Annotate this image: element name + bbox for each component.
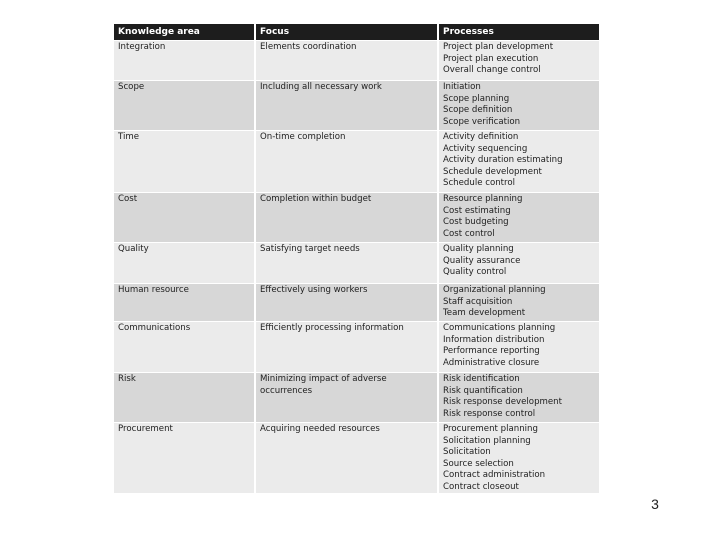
focus-cell: Acquiring needed resources xyxy=(254,422,437,493)
processes-list xyxy=(443,424,599,493)
process-item: Scope definition xyxy=(443,105,513,115)
process-item: Administrative closure xyxy=(443,357,540,368)
knowledge-area-cell: Integration xyxy=(114,40,254,80)
focus-cell: Satisfying target needs xyxy=(254,242,437,283)
knowledge-area-cell: Procurement xyxy=(114,422,254,493)
table-row xyxy=(114,192,599,242)
process-item: Schedule control xyxy=(443,178,516,188)
processes-cell xyxy=(437,80,599,130)
knowledge-area-cell: Scope xyxy=(114,80,254,130)
process-item: Organizational planning xyxy=(443,285,546,295)
table-row xyxy=(114,40,599,80)
processes-list xyxy=(443,82,599,128)
table-row xyxy=(114,321,599,372)
header-focus: Focus xyxy=(254,24,437,40)
process-item: Solicitation planning xyxy=(443,435,531,446)
process-item: Activity duration estimating xyxy=(443,155,563,165)
process-item: Cost budgeting xyxy=(443,217,509,227)
processes-cell xyxy=(437,130,599,192)
process-item: Communications planning xyxy=(443,323,556,333)
knowledge-area-cell: Human resource xyxy=(114,283,254,321)
knowledge-area-cell: Time xyxy=(114,130,254,192)
process-item: Scope verification xyxy=(443,116,521,127)
process-item: Initiation xyxy=(443,82,481,92)
process-item: Procurement planning xyxy=(443,424,538,434)
process-item: Project plan execution xyxy=(443,53,539,64)
process-item: Resource planning xyxy=(443,194,523,204)
process-item: Scope planning xyxy=(443,93,510,104)
table-header-row xyxy=(114,24,599,40)
process-item: Cost control xyxy=(443,228,495,239)
process-item: Source selection xyxy=(443,458,514,469)
focus-cell: Including all necessary work xyxy=(254,80,437,130)
focus-cell: Effectively using workers xyxy=(254,283,437,321)
knowledge-area-cell: Cost xyxy=(114,192,254,242)
table-row xyxy=(114,242,599,283)
table-row xyxy=(114,130,599,192)
processes-list xyxy=(443,285,599,320)
header-knowledge-area: Knowledge area xyxy=(114,24,254,40)
processes-cell xyxy=(437,372,599,422)
processes-list xyxy=(443,194,599,240)
process-item: Contract administration xyxy=(443,470,546,480)
focus-cell: Completion within budget xyxy=(254,192,437,242)
table-body xyxy=(114,40,599,493)
processes-cell xyxy=(437,321,599,372)
process-item: Project plan development xyxy=(443,42,554,52)
focus-cell: Minimizing impact of adverse occurrences xyxy=(254,372,437,422)
knowledge-area-cell: Risk xyxy=(114,372,254,422)
process-item: Risk response development xyxy=(443,397,562,407)
processes-cell xyxy=(437,283,599,321)
processes-cell xyxy=(437,192,599,242)
process-item: Risk identification xyxy=(443,374,520,384)
process-item: Activity sequencing xyxy=(443,143,528,154)
process-item: Overall change control xyxy=(443,65,541,75)
knowledge-area-table xyxy=(114,24,599,493)
processes-cell xyxy=(437,422,599,493)
process-item: Team development xyxy=(443,308,526,318)
focus-cell: On-time completion xyxy=(254,130,437,192)
process-item: Solicitation xyxy=(443,447,491,457)
process-item: Quality assurance xyxy=(443,255,521,266)
process-item: Risk quantification xyxy=(443,385,523,396)
process-item: Staff acquisition xyxy=(443,296,513,307)
process-item: Schedule development xyxy=(443,166,542,177)
process-item: Quality control xyxy=(443,267,507,277)
process-item: Performance reporting xyxy=(443,346,540,356)
focus-cell: Efficiently processing information xyxy=(254,321,437,372)
processes-list xyxy=(443,42,599,77)
process-item: Activity definition xyxy=(443,132,519,142)
focus-cell: Elements coordination xyxy=(254,40,437,80)
page-number: 3 xyxy=(651,496,659,512)
knowledge-area-cell: Communications xyxy=(114,321,254,372)
knowledge-area-cell: Quality xyxy=(114,242,254,283)
table-row xyxy=(114,422,599,493)
process-item: Quality planning xyxy=(443,244,514,254)
table-row xyxy=(114,372,599,422)
knowledge-area-table-container xyxy=(114,24,599,495)
table-row xyxy=(114,80,599,130)
header-processes: Processes xyxy=(437,24,599,40)
process-item: Risk response control xyxy=(443,408,536,419)
processes-list xyxy=(443,244,599,279)
processes-cell xyxy=(437,40,599,80)
processes-list xyxy=(443,323,599,369)
processes-list xyxy=(443,132,599,190)
process-item: Information distribution xyxy=(443,334,545,345)
table-row xyxy=(114,283,599,321)
process-item: Cost estimating xyxy=(443,205,511,216)
processes-cell xyxy=(437,242,599,283)
processes-list xyxy=(443,374,599,420)
process-item: Contract closeout xyxy=(443,481,519,492)
